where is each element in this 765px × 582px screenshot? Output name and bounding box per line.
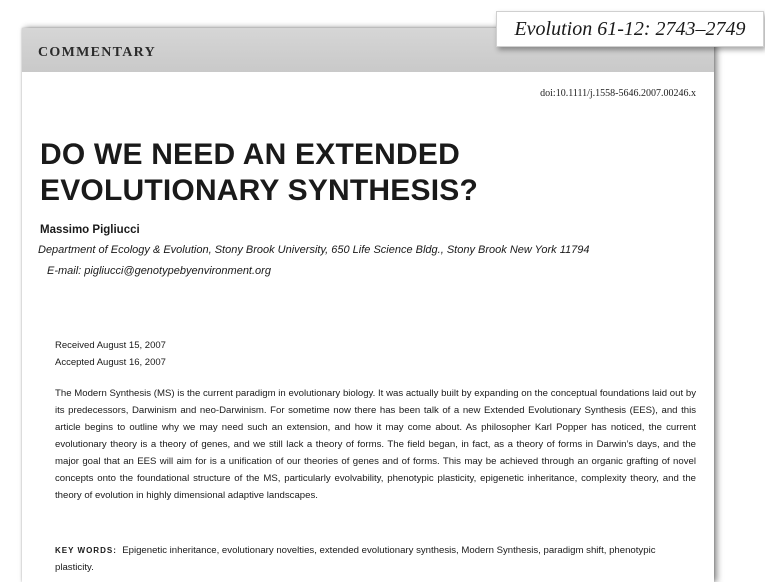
journal-citation: Evolution 61-12: 2743–2749: [496, 11, 764, 47]
submission-dates: [55, 337, 166, 371]
author-email: E-mail: pigliucci@genotypebyenvironment.org: [47, 265, 271, 277]
author-affiliation: Department of Ecology & Evolution, Stony Brook University, 650 Life Science Bldg., Stony Brook New York 11794: [38, 244, 590, 256]
accepted-date: Accepted August 16, 2007: [55, 357, 166, 368]
keywords-text: Epigenetic inheritance, evolutionary novelties, extended evolutionary synthesis, Modern Synthesis, paradigm shift, phenotypic plasticity.: [55, 545, 656, 573]
keywords-label: KEY WORDS:: [55, 546, 117, 555]
paper-page: [22, 28, 714, 582]
article-title: DO WE NEED AN EXTENDED EVOLUTIONARY SYNTHESIS?: [40, 138, 478, 207]
abstract: The Modern Synthesis (MS) is the current paradigm in evolutionary biology. It was actually built by expanding on the conceptual foundations laid out by its predecessors, Darwinism and neo-Darwinism. For sometime now there has been talk of a new Extended Evolutionary Synthesis (EES), and this article begins to outline why we may need such an extension, and how it may come about. As philosopher Karl Popper has noticed, the current evolutionary theory is a theory of genes, and we still lack a theory of forms. The field began, in fact, as a theory of forms in Darwin’s days, and the major goal that an EES will aim for is a unification of our theories of genes and of forms. This may be achieved through an organic grafting of novel concepts onto the foundational structure of the MS, particularly evolvability, phenotypic plasticity, epigenetic inheritance, complexity theory, and the theory of evolution in highly dimensional adaptive landscapes.: [55, 388, 696, 501]
section-label: COMMENTARY: [38, 45, 157, 60]
author-name: Massimo Pigliucci: [40, 224, 140, 236]
keywords: [55, 542, 696, 576]
doi: doi:10.1111/j.1558-5646.2007.00246.x: [540, 88, 696, 99]
received-date: Received August 15, 2007: [55, 340, 166, 351]
